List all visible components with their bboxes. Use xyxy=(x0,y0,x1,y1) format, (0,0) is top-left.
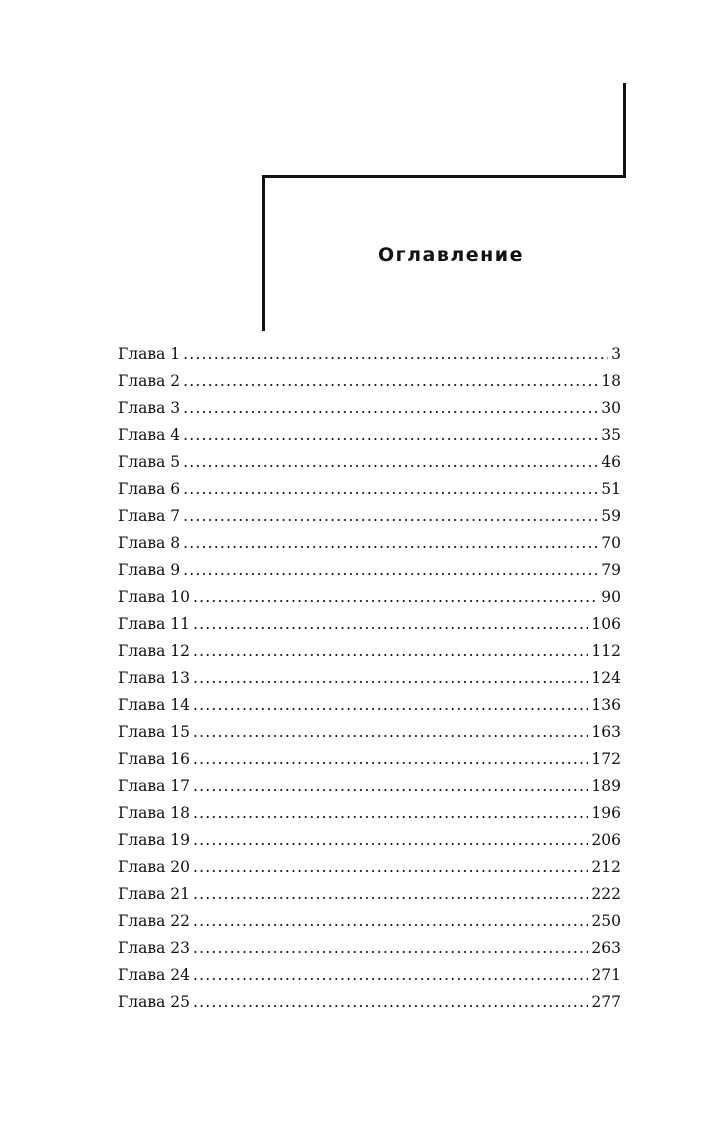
toc-entry-page-number: 206 xyxy=(591,831,621,849)
toc-entry-label: Глава 20 xyxy=(118,858,190,876)
toc-entry-page-number: 79 xyxy=(601,561,621,579)
toc-dot-leader xyxy=(193,827,588,854)
page-title: Оглавление xyxy=(378,244,524,266)
toc-entry[interactable] xyxy=(118,665,621,692)
toc-dot-leader xyxy=(183,503,598,530)
toc-dot-leader xyxy=(183,530,598,557)
toc-entry[interactable] xyxy=(118,422,621,449)
toc-entry-page-number: 250 xyxy=(591,912,621,930)
table-of-contents xyxy=(118,341,621,1016)
toc-entry-label: Глава 14 xyxy=(118,696,190,714)
frame-line-right xyxy=(623,83,626,177)
toc-dot-leader xyxy=(183,341,608,368)
toc-entry[interactable] xyxy=(118,530,621,557)
toc-dot-leader xyxy=(183,449,598,476)
toc-entry-label: Глава 3 xyxy=(118,399,181,417)
toc-dot-leader xyxy=(193,638,588,665)
toc-entry[interactable] xyxy=(118,935,621,962)
toc-entry-label: Глава 9 xyxy=(118,561,181,579)
toc-entry-label: Глава 6 xyxy=(118,480,181,498)
toc-entry-label: Глава 16 xyxy=(118,750,190,768)
toc-entry-label: Глава 10 xyxy=(118,588,190,606)
toc-dot-leader xyxy=(193,692,588,719)
toc-entry-page-number: 59 xyxy=(601,507,621,525)
toc-entry-label: Глава 8 xyxy=(118,534,181,552)
toc-entry-label: Глава 15 xyxy=(118,723,190,741)
toc-entry-label: Глава 5 xyxy=(118,453,181,471)
toc-entry-page-number: 212 xyxy=(591,858,621,876)
toc-dot-leader xyxy=(193,908,588,935)
toc-dot-leader xyxy=(193,800,588,827)
toc-entry[interactable] xyxy=(118,476,621,503)
toc-entry-page-number: 271 xyxy=(591,966,621,984)
toc-entry[interactable] xyxy=(118,746,621,773)
toc-entry-page-number: 3 xyxy=(611,345,621,363)
toc-entry[interactable] xyxy=(118,773,621,800)
toc-entry-page-number: 163 xyxy=(591,723,621,741)
toc-entry[interactable] xyxy=(118,557,621,584)
toc-dot-leader xyxy=(183,422,598,449)
toc-entry-page-number: 136 xyxy=(591,696,621,714)
toc-entry-page-number: 90 xyxy=(601,588,621,606)
toc-entry[interactable] xyxy=(118,908,621,935)
toc-dot-leader xyxy=(193,962,588,989)
toc-dot-leader xyxy=(183,368,598,395)
toc-entry-page-number: 222 xyxy=(591,885,621,903)
toc-entry-label: Глава 23 xyxy=(118,939,190,957)
toc-entry-label: Глава 17 xyxy=(118,777,190,795)
frame-line-top xyxy=(262,175,626,178)
toc-entry[interactable] xyxy=(118,395,621,422)
toc-entry[interactable] xyxy=(118,800,621,827)
toc-entry[interactable] xyxy=(118,719,621,746)
frame-line-left xyxy=(262,175,265,331)
toc-dot-leader xyxy=(193,773,588,800)
toc-entry-page-number: 106 xyxy=(591,615,621,633)
toc-entry[interactable] xyxy=(118,989,621,1016)
toc-entry[interactable] xyxy=(118,611,621,638)
toc-entry-page-number: 112 xyxy=(591,642,621,660)
toc-entry-label: Глава 2 xyxy=(118,372,181,390)
toc-dot-leader xyxy=(193,584,598,611)
toc-entry-page-number: 172 xyxy=(591,750,621,768)
toc-entry[interactable] xyxy=(118,962,621,989)
toc-entry[interactable] xyxy=(118,341,621,368)
toc-entry-page-number: 18 xyxy=(601,372,621,390)
toc-entry-label: Глава 12 xyxy=(118,642,190,660)
toc-entry-page-number: 51 xyxy=(601,480,621,498)
toc-entry[interactable] xyxy=(118,827,621,854)
toc-entry-page-number: 277 xyxy=(591,993,621,1011)
toc-dot-leader xyxy=(183,395,598,422)
toc-entry[interactable] xyxy=(118,368,621,395)
toc-entry-label: Глава 19 xyxy=(118,831,190,849)
toc-dot-leader xyxy=(193,935,588,962)
toc-dot-leader xyxy=(193,854,588,881)
toc-entry-page-number: 35 xyxy=(601,426,621,444)
toc-entry-page-number: 46 xyxy=(601,453,621,471)
toc-dot-leader xyxy=(183,557,598,584)
toc-entry[interactable] xyxy=(118,449,621,476)
toc-dot-leader xyxy=(193,989,588,1016)
toc-entry-label: Глава 13 xyxy=(118,669,190,687)
toc-entry-label: Глава 18 xyxy=(118,804,190,822)
toc-entry[interactable] xyxy=(118,692,621,719)
toc-entry[interactable] xyxy=(118,881,621,908)
toc-entry-label: Глава 7 xyxy=(118,507,181,525)
toc-dot-leader xyxy=(193,746,588,773)
toc-entry-label: Глава 4 xyxy=(118,426,181,444)
toc-dot-leader xyxy=(193,611,588,638)
toc-entry-label: Глава 11 xyxy=(118,615,190,633)
toc-entry-label: Глава 22 xyxy=(118,912,190,930)
toc-entry-page-number: 189 xyxy=(591,777,621,795)
toc-entry-page-number: 263 xyxy=(591,939,621,957)
toc-entry-page-number: 124 xyxy=(591,669,621,687)
toc-entry-label: Глава 24 xyxy=(118,966,190,984)
toc-dot-leader xyxy=(183,476,598,503)
toc-entry[interactable] xyxy=(118,854,621,881)
toc-entry-page-number: 30 xyxy=(601,399,621,417)
toc-entry-page-number: 196 xyxy=(591,804,621,822)
toc-entry-page-number: 70 xyxy=(601,534,621,552)
toc-dot-leader xyxy=(193,719,588,746)
toc-entry-label: Глава 25 xyxy=(118,993,190,1011)
toc-entry[interactable] xyxy=(118,503,621,530)
toc-entry-label: Глава 21 xyxy=(118,885,190,903)
toc-entry-label: Глава 1 xyxy=(118,345,181,363)
toc-entry[interactable] xyxy=(118,584,621,611)
toc-dot-leader xyxy=(193,881,588,908)
toc-entry[interactable] xyxy=(118,638,621,665)
toc-dot-leader xyxy=(193,665,588,692)
